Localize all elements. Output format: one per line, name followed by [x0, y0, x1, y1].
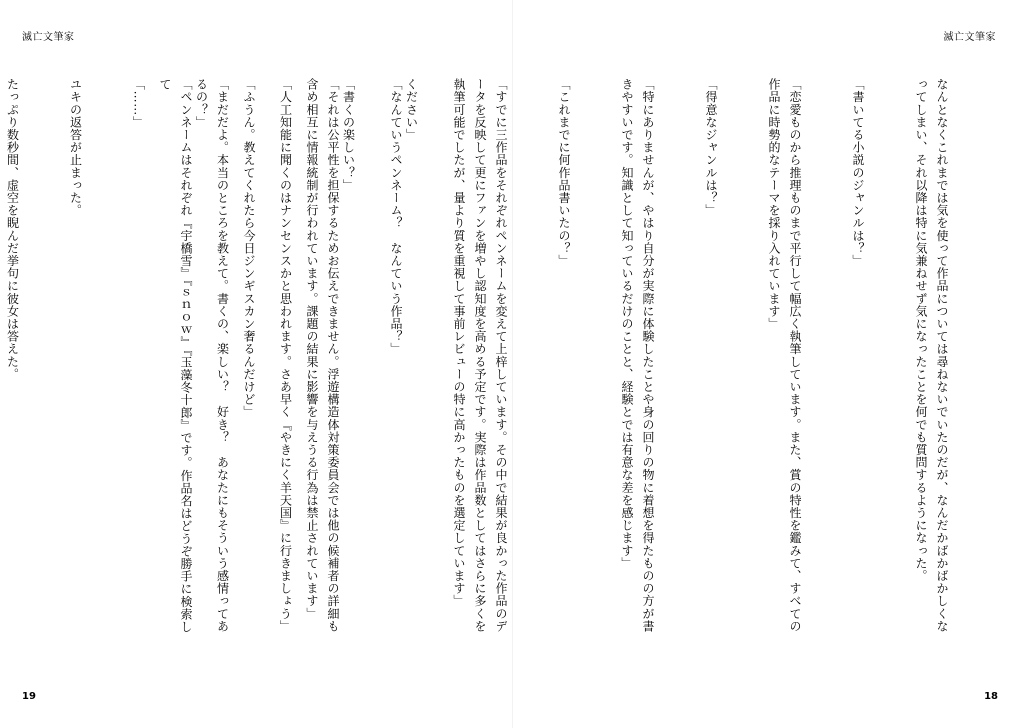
- text-line: 「書くの楽しい？」: [341, 78, 356, 192]
- text-line: 「すでに三作品をそれぞれペンネームを変えて上梓しています。その中で結果が良かった作品のデータを反映して更にファンを増やし認知度を高める予定です。実際は作品数としてはさらに多くを執筆可能でしたが、量より質を重視して事前レビューの特に高かったものを選定しています」: [452, 78, 508, 633]
- text-line: 「恋愛ものから推理ものまで平行して幅広く執筆しています。また、賞の特性を鑑みて、すべての作品に時勢的なテーマを採り入れています」: [767, 78, 802, 633]
- text-line: 「ふうん。教えてくれたら今日ジンギスカン奢るんだけど」: [242, 78, 256, 419]
- text-line: 「……」: [131, 78, 146, 129]
- text-line: 「特にありませんが、やはり自分が実際に体験したことや身の回りの物に着想を得たものの方が書きやすいです。知識として知っているだけのことと、経験とでは有意な差を感じます」: [620, 78, 655, 633]
- text-line: 「書いてる小説のジャンルは？」: [851, 78, 865, 267]
- text-line: 「これまでに何作品書いたの？」: [557, 78, 571, 267]
- text-line: 「人工知能に聞くのはナンセンスかと思われます。さあ早く『やきにく羊天国』に行きましょう」: [278, 78, 293, 633]
- text-line: 「得意なジャンルは？」: [704, 78, 718, 217]
- page-number: 18: [984, 691, 998, 702]
- text-line: ください」: [404, 78, 419, 141]
- text-line: たっぷり数秒間、虚空を睨んだ挙句に彼女は答えた。: [5, 78, 20, 381]
- text-line: ユキの返答が止まった。: [68, 78, 83, 217]
- text-line: 「まだだよ。本当のところを教えて。書くの、楽しい？ 好き？ あなたにもそういう感情ってあるの？」: [194, 78, 230, 633]
- text-line: なんとなくこれまでは気を使って作品については尋ねないでいたのだが、なんだかばかばかしくなってしまい、それ以降は特に気兼ねせず気になったことを何でも質問するようになった。: [914, 78, 949, 633]
- page-header-title: 滅亡文筆家: [943, 32, 996, 43]
- page-number: 19: [22, 691, 36, 702]
- text-line: 「ペンネームはそれぞれ『宇橋雪』『ｓｎｏｗ』『玉藻冬十郎』です。作品名はどうぞ勝手に検索して: [158, 78, 193, 633]
- text-line: 「それは公平性を担保するためお伝えできません。浮遊構造体対策委員会では他の候補者の詳細も含め相互に情報統制が行われています。課題の結果に影響を与えうる行為は禁止されています」: [305, 78, 340, 633]
- page-header-title: 滅亡文筆家: [22, 32, 75, 43]
- text-line: 「なんていうペンネーム？ なんていう作品？」: [389, 78, 403, 356]
